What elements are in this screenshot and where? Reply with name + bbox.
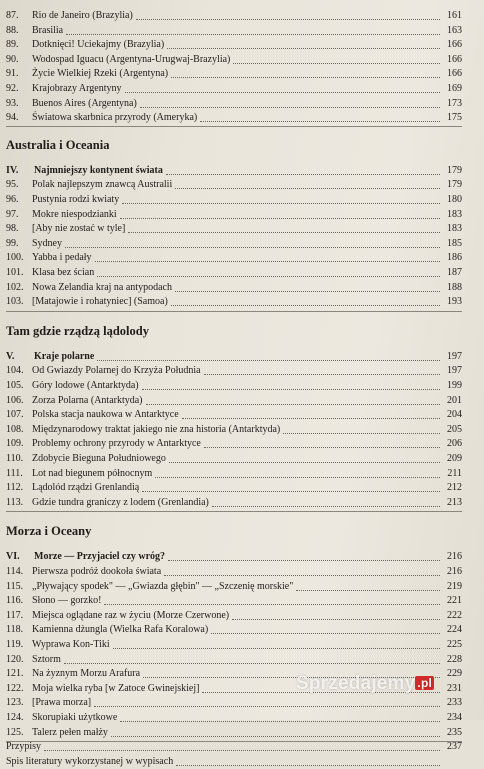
entry-title: Rio de Janeiro (Brazylia): [32, 10, 133, 21]
dot-leader: [122, 202, 440, 204]
toc-entry: [6, 178, 462, 192]
entry-title: Lądolód rządzi Grenlandią: [32, 482, 140, 494]
watermark-logo: [296, 673, 434, 695]
toc-entry: [6, 452, 462, 466]
toc-entry: [6, 711, 462, 725]
entry-title: Życie Wielkiej Rzeki (Argentyna): [32, 68, 169, 80]
dot-leader: [66, 33, 440, 35]
entry-number: 124.: [6, 712, 24, 723]
backmatter-entry: [6, 755, 462, 769]
entry-number: 108.: [6, 423, 24, 435]
entry-page-number: 161: [447, 10, 462, 21]
dot-leader: [175, 187, 440, 189]
dot-leader: [182, 417, 440, 419]
dot-leader: [64, 662, 440, 664]
toc-entry: [6, 53, 462, 67]
entry-number: 116.: [6, 595, 24, 607]
section-heading: Morza i Oceany: [6, 524, 92, 539]
entry-number: 109.: [6, 438, 24, 450]
dot-leader: [104, 603, 440, 605]
dot-leader: [125, 91, 440, 93]
chapter-entry: [6, 350, 462, 364]
entry-page-number: 163: [447, 24, 462, 36]
entry-page-number: 193: [447, 296, 462, 308]
toc-entry: [6, 281, 462, 295]
entry-page-number: 237: [447, 741, 462, 753]
entry-title: Wyprawa Kon-Tiki: [32, 639, 110, 650]
entry-page-number: 229: [447, 668, 462, 680]
toc-entry: [6, 623, 462, 637]
entry-page-number: 231: [447, 682, 462, 694]
entry-number: 103.: [6, 296, 24, 308]
entry-title: Słono — gorzko!: [32, 595, 102, 607]
entry-title: Problemy ochrony przyrody w Antarktyce: [32, 438, 201, 450]
entry-page-number: 185: [447, 237, 462, 249]
entry-title: Góry lodowe (Antarktyda): [32, 380, 139, 391]
backmatter-entry: [6, 740, 462, 754]
toc-entry: [6, 394, 462, 408]
section-heading: Australia i Oceania: [6, 137, 110, 152]
dot-leader: [200, 120, 440, 122]
toc-entry: [6, 496, 462, 510]
dot-leader: [65, 246, 440, 248]
entry-title: Skorupiaki użytkowe: [32, 712, 118, 723]
entry-number: 104.: [6, 365, 24, 377]
entry-title: Polak najlepszym znawcą Australii: [32, 179, 173, 191]
entry-number: 125.: [6, 726, 24, 738]
entry-number: 91.: [6, 68, 19, 80]
dot-leader: [44, 749, 440, 751]
entry-number: 101.: [6, 267, 24, 278]
entry-number: 90.: [6, 53, 19, 65]
entry-title: Dotknięci! Uciekajmy (Brazylia): [32, 39, 165, 51]
separator-line: [6, 311, 462, 312]
entry-page-number: 169: [447, 83, 462, 94]
dot-leader: [142, 490, 440, 492]
entry-number: 114.: [6, 566, 24, 577]
entry-number: 94.: [6, 112, 19, 124]
dot-leader: [120, 720, 440, 722]
entry-title: Zorza Polarna (Antarktyda): [32, 394, 143, 406]
entry-number: 98.: [6, 223, 19, 235]
entry-number: V.: [6, 350, 15, 362]
dot-leader: [204, 373, 440, 375]
dot-leader: [211, 632, 440, 634]
entry-title: Zdobycie Bieguna Południowego: [32, 453, 166, 464]
toc-entry: [6, 266, 462, 280]
dot-leader: [97, 275, 440, 277]
dot-leader: [164, 574, 440, 576]
dot-leader: [120, 217, 440, 219]
entry-page-number: 221: [447, 595, 462, 607]
dot-leader: [204, 446, 440, 448]
dot-leader: [233, 62, 440, 64]
toc-entry: [6, 580, 462, 594]
dot-leader: [166, 173, 440, 175]
entry-number: 121.: [6, 668, 24, 680]
toc-entry: [6, 379, 462, 393]
entry-title: Polska stacja naukowa w Antarktyce: [32, 409, 179, 421]
toc-entry: [6, 726, 462, 740]
watermark-tld: .pl: [417, 676, 433, 690]
entry-number: 96.: [6, 194, 19, 205]
entry-page-number: 211: [447, 467, 462, 479]
entry-page-number: 166: [447, 68, 462, 80]
entry-page-number: 216: [447, 551, 462, 563]
dot-leader: [95, 260, 440, 262]
entry-title: Międzynarodowy traktat jakiego nie zna historia (Antarktyda): [32, 423, 281, 435]
entry-title: Kamienna dżungla (Wielka Rafa Koralowa): [32, 624, 209, 636]
entry-title: Talerz pełen małży: [32, 726, 108, 738]
toc-entry: [6, 111, 462, 125]
dot-leader: [128, 231, 440, 233]
entry-title: Miejsca oglądane raz w życiu (Morze Czerwone): [32, 609, 230, 621]
entry-page-number: 197: [447, 365, 462, 377]
dot-leader: [232, 618, 440, 620]
entry-title: Buenos Aires (Argentyna): [32, 97, 137, 109]
entry-number: 89.: [6, 39, 19, 51]
entry-title: Gdzie tundra graniczy z lodem (Grenlandia): [32, 496, 209, 508]
entry-title: Mokre niespodzianki: [32, 208, 117, 220]
chapter-entry: [6, 550, 462, 564]
dot-leader: [171, 76, 440, 78]
toc-entry: [6, 9, 462, 23]
dot-leader: [283, 432, 440, 434]
toc-entry: [6, 237, 462, 251]
entry-page-number: 233: [447, 697, 462, 709]
entry-number: 95.: [6, 179, 19, 191]
entry-number: 102.: [6, 281, 24, 293]
toc-entry: [6, 251, 462, 265]
toc-entry: [6, 97, 462, 111]
dot-leader: [212, 505, 440, 507]
dot-leader: [171, 304, 440, 306]
dot-leader: [142, 388, 440, 390]
entry-number: 119.: [6, 639, 24, 650]
dot-leader: [97, 359, 440, 361]
entry-number: 93.: [6, 97, 19, 109]
entry-page-number: 216: [447, 566, 462, 577]
entry-title: Spis literatury wykorzystanej w wypisach: [6, 755, 174, 767]
section-heading: Tam gdzie rządzą lądolody: [6, 323, 149, 338]
toc-entry: [6, 295, 462, 309]
entry-page-number: 209: [447, 453, 462, 464]
dot-leader: [111, 735, 440, 737]
entry-title: Wodospad Iguacu (Argentyna-Urugwaj-Brazylia): [32, 53, 231, 65]
entry-title: Nowa Zelandia kraj na antypodach: [32, 281, 172, 293]
entry-page-number: 180: [447, 194, 462, 205]
entry-title: Krajobrazy Argentyny: [32, 83, 122, 94]
entry-number: IV.: [6, 164, 19, 176]
toc-entry: [6, 437, 462, 451]
entry-title: Na żyznym Morzu Arafura: [32, 668, 141, 680]
entry-number: 122.: [6, 682, 24, 694]
entry-title: Lot nad biegunem północnym: [32, 467, 153, 479]
entry-title: Yabba i pedały: [32, 252, 92, 264]
entry-title: Brasilia: [32, 24, 64, 36]
toc-entry: [6, 208, 462, 222]
entry-title: Przypisy: [6, 741, 41, 753]
entry-page-number: 219: [447, 580, 462, 592]
toc-entry: [6, 696, 462, 710]
entry-page-number: 166: [447, 53, 462, 65]
entry-number: 100.: [6, 252, 24, 264]
entry-page-number: 201: [447, 394, 462, 406]
entry-page-number: 206: [447, 438, 462, 450]
entry-number: 117.: [6, 609, 24, 621]
dot-leader: [94, 705, 440, 707]
toc-entry: [6, 38, 462, 52]
toc-entry: [6, 193, 462, 207]
entry-page-number: 224: [447, 624, 462, 636]
entry-title: Kraje polarne: [34, 350, 95, 362]
entry-title: Pierwsza podróż dookoła świata: [32, 566, 162, 577]
toc-entry: [6, 222, 462, 236]
dot-leader: [140, 106, 440, 108]
toc-entry: [6, 24, 462, 38]
entry-page-number: 186: [447, 252, 462, 264]
toc-entry: [6, 423, 462, 437]
entry-page-number: 199: [447, 380, 462, 391]
entry-title: [Matajowie i rohatyniec] (Samoa): [32, 296, 168, 308]
dot-leader: [175, 290, 440, 292]
separator-line: [6, 126, 462, 127]
entry-page-number: 212: [447, 482, 462, 494]
toc-entry: [6, 364, 462, 378]
entry-title: „Pływający spodek" — „Gwiazda głębin" — „Szczenię morskie": [32, 580, 294, 592]
entry-number: 112.: [6, 482, 24, 494]
entry-page-number: 166: [447, 39, 462, 51]
toc-entry: [6, 481, 462, 495]
entry-title: Moja wielka ryba [w Zatoce Gwinejskiej]: [32, 682, 200, 694]
dot-leader: [146, 403, 440, 405]
entry-page-number: 234: [447, 712, 462, 723]
dot-leader: [167, 47, 440, 49]
entry-page-number: 225: [447, 639, 462, 650]
toc-entry: [6, 653, 462, 667]
entry-title: Sztorm: [32, 653, 61, 665]
entry-page-number: 179: [447, 179, 462, 191]
dot-leader: [168, 559, 440, 561]
entry-number: 113.: [6, 496, 24, 508]
entry-title: Sydney: [32, 237, 62, 249]
entry-number: 107.: [6, 409, 24, 421]
entry-number: 120.: [6, 653, 24, 665]
toc-entry: [6, 609, 462, 623]
entry-title: [Aby nie zostać w tyle]: [32, 223, 126, 235]
dot-leader: [176, 764, 440, 766]
entry-page-number: 228: [447, 653, 462, 665]
entry-page-number: 183: [447, 208, 462, 220]
watermark-brand: Sprzedajemy: [296, 673, 416, 694]
toc-entry: [6, 408, 462, 422]
toc-entry: [6, 638, 462, 652]
entry-page-number: 197: [447, 350, 462, 362]
entry-title: Światowa skarbnica przyrody (Ameryka): [32, 112, 198, 124]
entry-number: 88.: [6, 24, 19, 36]
entry-title: Najmniejszy kontynent świata: [34, 164, 163, 176]
toc-entry: [6, 67, 462, 81]
toc-entry: [6, 82, 462, 96]
entry-number: 123.: [6, 697, 24, 709]
toc-entry: [6, 467, 462, 481]
entry-page-number: 205: [447, 423, 462, 435]
dot-leader: [296, 589, 440, 591]
entry-title: Od Gwiazdy Polarnej do Krzyża Południa: [32, 365, 201, 377]
entry-number: 110.: [6, 453, 24, 464]
entry-page-number: 235: [447, 726, 462, 738]
entry-page-number: 213: [447, 496, 462, 508]
entry-page-number: 175: [447, 112, 462, 124]
entry-title: Klasa bez ścian: [32, 267, 95, 278]
entry-page-number: 173: [447, 97, 462, 109]
dot-leader: [136, 18, 440, 20]
dot-leader: [169, 461, 440, 463]
entry-number: 97.: [6, 208, 19, 220]
entry-page-number: 187: [447, 267, 462, 278]
entry-number: 106.: [6, 394, 24, 406]
dot-leader: [155, 476, 440, 478]
entry-number: 99.: [6, 237, 19, 249]
entry-number: 87.: [6, 10, 19, 21]
toc-entry: [6, 565, 462, 579]
entry-number: 115.: [6, 580, 24, 592]
dot-leader: [113, 647, 440, 649]
entry-page-number: 188: [447, 281, 462, 293]
entry-title: [Prawa morza]: [32, 697, 92, 709]
entry-page-number: 183: [447, 223, 462, 235]
separator-line: [6, 511, 462, 512]
entry-number: 105.: [6, 380, 24, 391]
toc-entry: [6, 594, 462, 608]
entry-page-number: 204: [447, 409, 462, 421]
entry-number: 92.: [6, 83, 19, 94]
entry-title: Morze — Przyjaciel czy wróg?: [34, 551, 166, 563]
chapter-entry: [6, 164, 462, 178]
entry-number: VI.: [6, 551, 20, 563]
entry-title: Pustynia rodzi kwiaty: [32, 194, 120, 205]
entry-number: 111.: [6, 467, 23, 479]
entry-number: 118.: [6, 624, 24, 636]
entry-page-number: 179: [447, 164, 462, 176]
entry-page-number: 222: [447, 609, 462, 621]
